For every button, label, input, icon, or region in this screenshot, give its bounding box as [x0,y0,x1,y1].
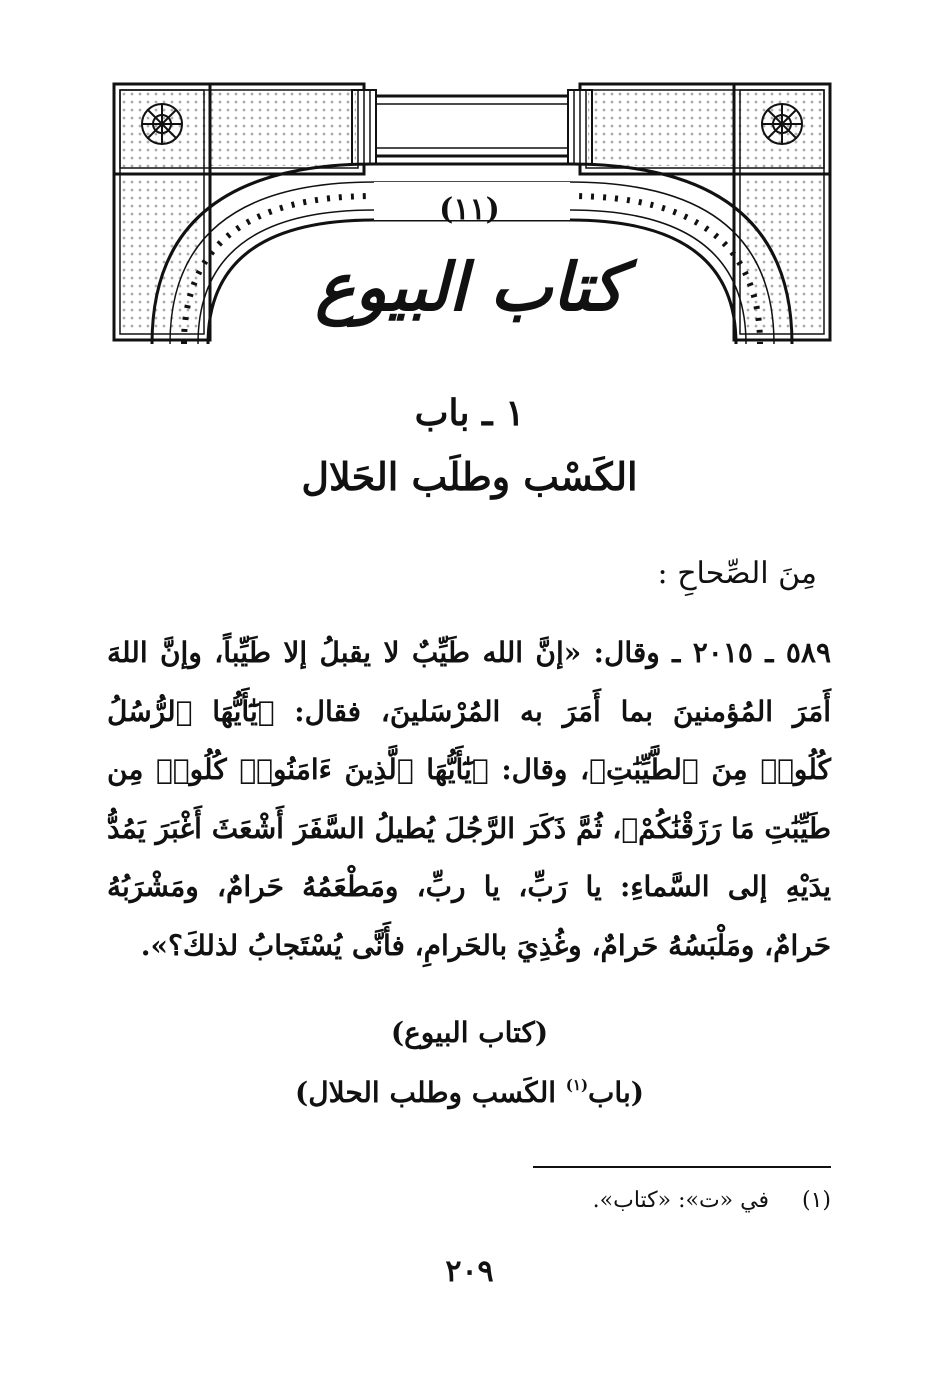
hadith-text: ـ وقال: «إنَّ الله طَيِّبٌ لا يقبلُ إلا طَيِّباً، وإنَّ اللهَ أَمَرَ المُؤمنينَ بما أَمَرَ به المُرْسَلينَ، فقال: ﴿يَٰٓأَيُّهَا ٱلرُّسُلُ كُلُوا۟ مِنَ ٱلطَّيِّبَٰتِ﴾، وقال: ﴿يَٰٓأَيُّهَا ٱلَّذِينَ ءَامَنُوا۟ كُلُوا۟ مِن طَيِّبَٰتِ مَا رَزَقْنَٰكُمْ﴾، ثُمَّ ذَكَرَ الرَّجُلَ يُطيلُ السَّفَرَ أَشْعَثَ أَغْبَرَ يَمُدُّ يدَيْهِ إلى السَّماءِ: يا رَبِّ، يا ربِّ، ومَطْعَمُهُ حَرامٌ، ومَشْرَبُهُ حَرامٌ، ومَلْبَسُهُ حَرامٌ، وغُذِيَ بالحَرامِ، فأَنَّى يُسْتَجابُ لذلكَ؟». [107,636,831,962]
footnote-marker: (١) [801,1188,831,1213]
chapter-subheading: الكَسْب وطلَب الحَلال [301,454,638,499]
source-book-title: (كتاب البيوع) [390,1016,549,1049]
footnote-divider [533,1166,831,1168]
chapter-heading: ١ ـ باب [414,392,525,434]
source-chapter-prefix: (باب [588,1076,644,1109]
hadith-number: ٥٨٩ ـ ٢٠١٥ [692,636,832,669]
footnote-text: في «ت»: «كتاب». [592,1188,769,1213]
section-label: مِنَ الصِّحاحِ : [657,556,817,591]
source-chapter-title [0,1076,939,1109]
page-number: ٢٠٩ [445,1254,494,1289]
hadith-paragraph [107,624,831,975]
chapter-number: (١١) [439,192,500,227]
footnote [593,1188,831,1213]
source-chapter-rest: الكَسب وطلب الحلال) [295,1076,566,1109]
book-title: كتاب البيوع [315,248,624,326]
footnote-reference: (١) [565,1076,589,1094]
